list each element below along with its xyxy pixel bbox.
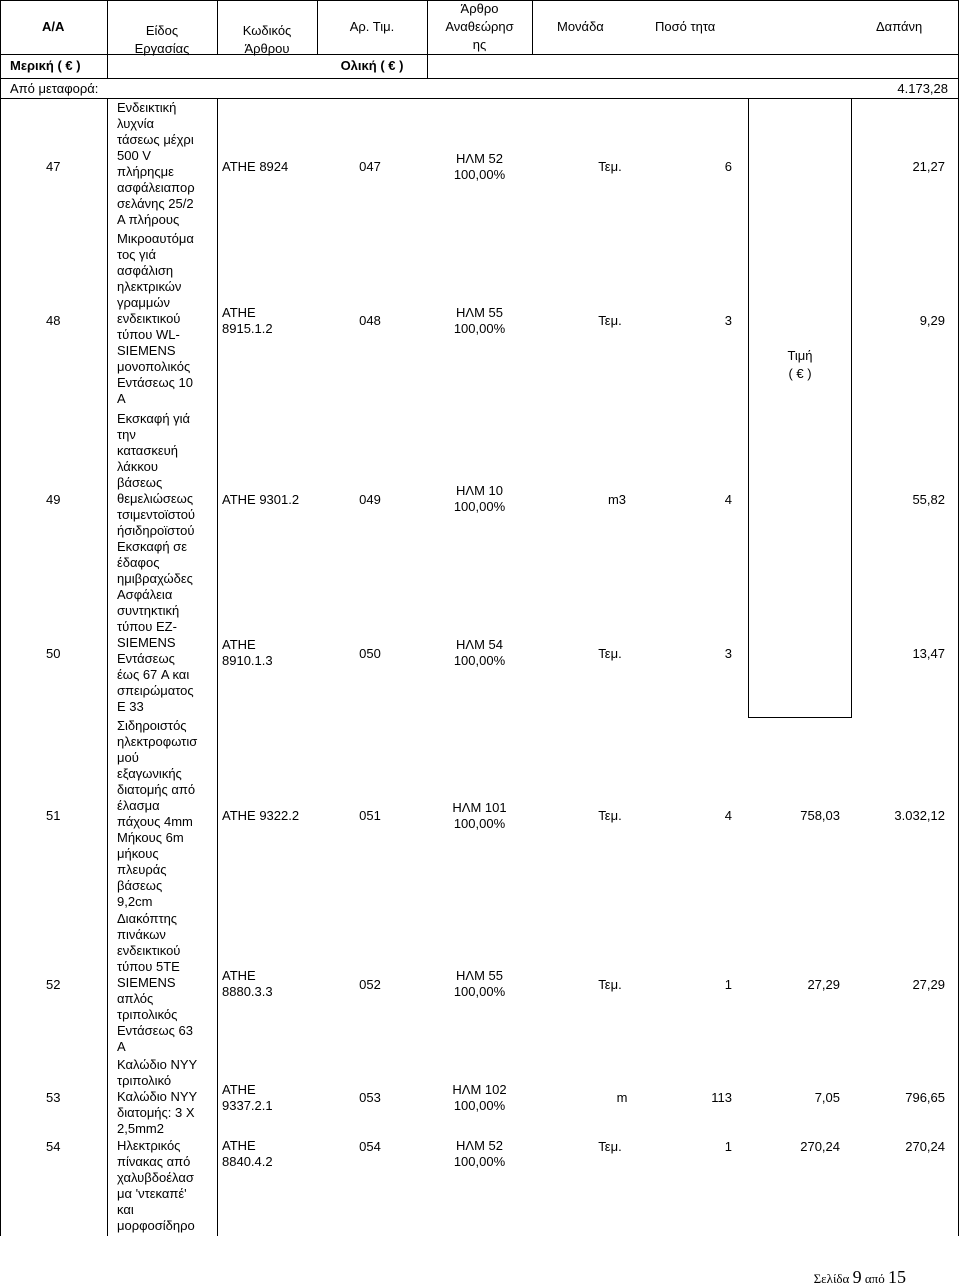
- page-number: [814, 1267, 906, 1288]
- current-page: 9: [852, 1267, 862, 1287]
- row-description: [117, 100, 217, 228]
- row-aa: 48: [46, 313, 61, 328]
- row-unit: Τεμ.: [598, 977, 622, 992]
- row-partial: 796,65: [905, 1090, 945, 1105]
- row-qty: 4: [724, 808, 732, 823]
- code-line: 8910.1.3: [222, 653, 273, 668]
- row-artim: 053: [359, 1090, 381, 1105]
- desc-line: μορφοσίδηρο: [117, 1218, 195, 1233]
- row-arthro: [427, 305, 532, 337]
- desc-line: τάσεως μέχρι: [117, 132, 194, 147]
- body-divider-price: [748, 98, 749, 718]
- arthro-code: ΗΛΜ 52: [456, 1138, 503, 1153]
- arthro-percent: 100,00%: [453, 653, 506, 668]
- desc-line: ηλεκτροφωτισ: [117, 734, 198, 749]
- code-line: 8915.1.2: [222, 321, 273, 336]
- row-partial: 13,47: [912, 646, 945, 661]
- row-partial: 270,24: [905, 1139, 945, 1154]
- header-arthro-line1: Άρθρο: [460, 1, 499, 16]
- row-code: [222, 305, 273, 337]
- desc-line: τσιμεντοϊστού: [117, 507, 196, 522]
- row-partial: 27,29: [912, 977, 945, 992]
- desc-line: ασφάλειαπορ: [117, 180, 195, 195]
- row-artim: 048: [359, 313, 381, 328]
- row-artim: 050: [359, 646, 381, 661]
- desc-line: Μικροαυτόμα: [117, 231, 194, 246]
- row-artim: 049: [359, 492, 381, 507]
- arthro-code: ΗΛΜ 101: [452, 800, 507, 815]
- arthro-code: ΗΛΜ 54: [456, 637, 503, 652]
- row-partial: 55,82: [912, 492, 945, 507]
- row-arthro: [427, 800, 532, 832]
- row-arthro: [427, 151, 532, 183]
- row-code: [222, 968, 273, 1000]
- desc-line: απλός: [117, 991, 154, 1006]
- page-word: Σελίδα: [813, 1271, 850, 1286]
- desc-line: πλήρηςμε: [117, 164, 174, 179]
- desc-line: Διακόπτης: [117, 911, 178, 926]
- header-kodikos: [217, 22, 317, 58]
- unit-price-line1: Τιμή: [787, 348, 813, 363]
- body-right-border: [958, 98, 959, 1236]
- row-code: ΑΤΗΕ 9301.2: [222, 492, 300, 507]
- row-description: [117, 911, 217, 1055]
- row-description: [117, 718, 217, 910]
- header-arthro-line2: Αναθεώρησ: [445, 19, 514, 34]
- desc-line: τος γιά: [117, 247, 156, 262]
- row-code: ΑΤΗΕ 8924: [222, 159, 289, 174]
- row-aa: 54: [46, 1139, 61, 1154]
- header-posotita: Ποσό τητα: [655, 19, 716, 34]
- desc-line: Ενδεικτική: [117, 100, 177, 115]
- row-qty: 1: [724, 977, 732, 992]
- arthro-code: ΗΛΜ 10: [456, 483, 503, 498]
- row-aa: 52: [46, 977, 61, 992]
- desc-line: ενδεικτικού: [117, 311, 181, 326]
- header-oliki: Ολική ( € ): [340, 58, 404, 73]
- row-artim: 047: [359, 159, 381, 174]
- carry-forward-label: Από μεταφορά:: [10, 81, 99, 96]
- desc-line: μήκους: [117, 846, 159, 861]
- row-artim: 054: [359, 1139, 381, 1154]
- desc-line: διατομής: 3 X: [117, 1105, 195, 1120]
- desc-line: Εκσκαφή σε: [117, 539, 187, 554]
- desc-line: έδαφος: [117, 555, 160, 570]
- body-divider-partial: [851, 98, 852, 718]
- arthro-code: ΗΛΜ 52: [456, 151, 503, 166]
- row-aa: 53: [46, 1090, 61, 1105]
- header-arthro-line3: ης: [472, 37, 487, 52]
- desc-line: Εντάσεως 63: [117, 1023, 193, 1038]
- desc-line: A πλήρους: [117, 212, 180, 227]
- row-aa: 47: [46, 159, 61, 174]
- row-code: [222, 637, 273, 669]
- row-qty: 1: [724, 1139, 732, 1154]
- total-pages: 15: [888, 1267, 906, 1287]
- desc-line: πίνακας από: [117, 1154, 191, 1169]
- desc-line: και: [117, 1202, 134, 1217]
- row-price: 758,03: [800, 808, 840, 823]
- body-left-border: [0, 98, 1, 1236]
- desc-line: Καλώδιο NYY: [117, 1089, 198, 1104]
- row-qty: 6: [724, 159, 732, 174]
- desc-line: πάχους 4mm: [117, 814, 193, 829]
- row-code: [222, 1138, 273, 1170]
- code-line: ΑΤΗΕ: [222, 1082, 256, 1097]
- row-code: [222, 1082, 273, 1114]
- desc-line: τύπου 5TE: [117, 959, 180, 974]
- desc-line: βάσεως: [117, 475, 163, 490]
- header-dapani: Δαπάνη: [876, 19, 923, 34]
- row-arthro: [427, 968, 532, 1000]
- row-code: ΑΤΗΕ 9322.2: [222, 808, 300, 823]
- desc-line: ημιβραχώδες: [117, 571, 193, 586]
- carry-forward-value: 4.173,28: [897, 81, 948, 96]
- header-bottom-rule: [0, 78, 959, 79]
- row-arthro: [427, 1138, 532, 1170]
- desc-line: θεμελιώσεως: [117, 491, 194, 506]
- row-artim: 051: [359, 808, 381, 823]
- header-artim: Αρ. Τιμ.: [349, 19, 395, 34]
- row-description: [117, 1138, 217, 1234]
- row-description: [117, 231, 217, 407]
- desc-line: 9,2cm: [117, 894, 153, 909]
- code-line: 9337.2.1: [222, 1098, 273, 1113]
- row-unit: Τεμ.: [598, 646, 622, 661]
- desc-line: κατασκευή: [117, 443, 178, 458]
- desc-line: εξαγωνικής: [117, 766, 182, 781]
- desc-line: τύπου EZ-: [117, 619, 177, 634]
- row-partial: 21,27: [912, 159, 945, 174]
- row-unit: m3: [607, 492, 627, 507]
- arthro-percent: 100,00%: [453, 321, 506, 336]
- row-artim: 052: [359, 977, 381, 992]
- row-unit: Τεμ.: [598, 313, 622, 328]
- arthro-percent: 100,00%: [453, 167, 506, 182]
- row-price: 7,05: [814, 1090, 840, 1105]
- body-divider-code: [217, 98, 218, 1236]
- row-description: [117, 539, 217, 715]
- code-line: ΑΤΗΕ: [222, 637, 256, 652]
- arthro-code: ΗΛΜ 55: [456, 305, 503, 320]
- row-qty: 4: [724, 492, 732, 507]
- header-aa: Α/Α: [42, 19, 65, 34]
- row-unit: m: [616, 1090, 628, 1105]
- row-price: 27,29: [807, 977, 840, 992]
- desc-line: λάκκου: [117, 459, 158, 474]
- row-aa: 51: [46, 808, 61, 823]
- price-box-bottom-rule: [748, 717, 852, 718]
- code-line: ΑΤΗΕ: [222, 1138, 256, 1153]
- header-kodikos-line2: Άρθρου: [244, 41, 290, 56]
- header-eidos-line1: Είδος: [145, 23, 179, 38]
- code-line: 8840.4.2: [222, 1154, 273, 1169]
- desc-line: γραμμών: [117, 295, 171, 310]
- col-divider-oliki: [427, 54, 428, 78]
- desc-line: Μήκους 6m: [117, 830, 184, 845]
- desc-line: SIEMENS: [117, 635, 176, 650]
- desc-line: βάσεως: [117, 878, 163, 893]
- desc-line: τύπου WL-: [117, 327, 180, 342]
- desc-line: μού: [117, 750, 139, 765]
- row-partial: 3.032,12: [894, 808, 945, 823]
- desc-line: έως 67 A και: [117, 667, 190, 682]
- code-line: ΑΤΗΕ: [222, 968, 256, 983]
- row-arthro: [427, 637, 532, 669]
- desc-line: ήσιδηροϊστού: [117, 523, 195, 538]
- desc-line: σπειρώματος: [117, 683, 194, 698]
- desc-line: μα 'ντεκαπέ': [117, 1186, 187, 1201]
- desc-line: ενδεικτικού: [117, 943, 181, 958]
- unit-price-label: [770, 347, 830, 383]
- right-border: [958, 0, 959, 98]
- arthro-percent: 100,00%: [453, 1154, 506, 1169]
- header-eidos-line2: Εργασίας: [134, 41, 190, 56]
- arthro-percent: 100,00%: [453, 984, 506, 999]
- desc-line: Εκσκαφή γιά: [117, 411, 191, 426]
- header-kodikos-line1: Κωδικός: [242, 23, 292, 38]
- desc-line: τριπολικό: [117, 1073, 172, 1088]
- arthro-percent: 100,00%: [453, 499, 506, 514]
- of-word: από: [864, 1271, 885, 1286]
- row-description: [117, 411, 217, 539]
- arthro-code: ΗΛΜ 102: [452, 1082, 507, 1097]
- desc-line: τριπολικός: [117, 1007, 178, 1022]
- desc-line: σελάνης 25/2: [117, 196, 194, 211]
- desc-line: A: [117, 391, 126, 406]
- row-price: 270,24: [800, 1139, 840, 1154]
- desc-line: μονοπολικός: [117, 359, 191, 374]
- row-arthro: [427, 483, 532, 515]
- header-meriki: Μερική ( € ): [10, 58, 81, 73]
- desc-line: πινάκων: [117, 927, 166, 942]
- desc-line: Ηλεκτρικός: [117, 1138, 181, 1153]
- desc-line: έλασμα: [117, 798, 160, 813]
- carry-forward-rule: [0, 98, 959, 99]
- row-partial: 9,29: [919, 313, 945, 328]
- desc-line: πλευράς: [117, 862, 167, 877]
- row-aa: 50: [46, 646, 61, 661]
- body-divider-desc: [107, 98, 108, 1236]
- row-qty: 3: [724, 313, 732, 328]
- code-line: 8880.3.3: [222, 984, 273, 999]
- left-border: [0, 0, 1, 98]
- row-unit: Τεμ.: [598, 1139, 622, 1154]
- desc-line: Σιδηροιστός: [117, 718, 187, 733]
- arthro-percent: 100,00%: [453, 816, 506, 831]
- desc-line: Εντάσεως 10: [117, 375, 193, 390]
- desc-line: συντηκτική: [117, 603, 180, 618]
- header-monada: Μονάδα: [557, 19, 604, 34]
- desc-line: λυχνία: [117, 116, 155, 131]
- row-unit: Τεμ.: [598, 808, 622, 823]
- desc-line: 2,5mm2: [117, 1121, 164, 1136]
- code-line: ΑΤΗΕ: [222, 305, 256, 320]
- desc-line: A: [117, 1039, 126, 1054]
- header-arthro-anath: [427, 0, 532, 54]
- row-qty: 3: [724, 646, 732, 661]
- desc-line: SIEMENS: [117, 343, 176, 358]
- row-aa: 49: [46, 492, 61, 507]
- desc-line: E 33: [117, 699, 144, 714]
- unit-price-line2: ( € ): [788, 366, 812, 381]
- desc-line: χαλυβδοέλασ: [117, 1170, 194, 1185]
- desc-line: Εντάσεως: [117, 651, 175, 666]
- desc-line: 500 V: [117, 148, 151, 163]
- row-arthro: [427, 1082, 532, 1114]
- desc-line: διατομής από: [117, 782, 196, 797]
- desc-line: Ασφάλεια: [117, 587, 173, 602]
- arthro-percent: 100,00%: [453, 1098, 506, 1113]
- desc-line: ασφάλιση: [117, 263, 174, 278]
- row-qty: 113: [711, 1090, 732, 1105]
- row-description: [117, 1057, 217, 1137]
- desc-line: την: [117, 427, 136, 442]
- header-eidos: [107, 22, 217, 58]
- col-divider-monada: [532, 0, 533, 54]
- arthro-code: ΗΛΜ 55: [456, 968, 503, 983]
- row-unit: Τεμ.: [598, 159, 622, 174]
- desc-line: ηλεκτρικών: [117, 279, 182, 294]
- desc-line: SIEMENS: [117, 975, 176, 990]
- desc-line: Καλώδιο NYY: [117, 1057, 198, 1072]
